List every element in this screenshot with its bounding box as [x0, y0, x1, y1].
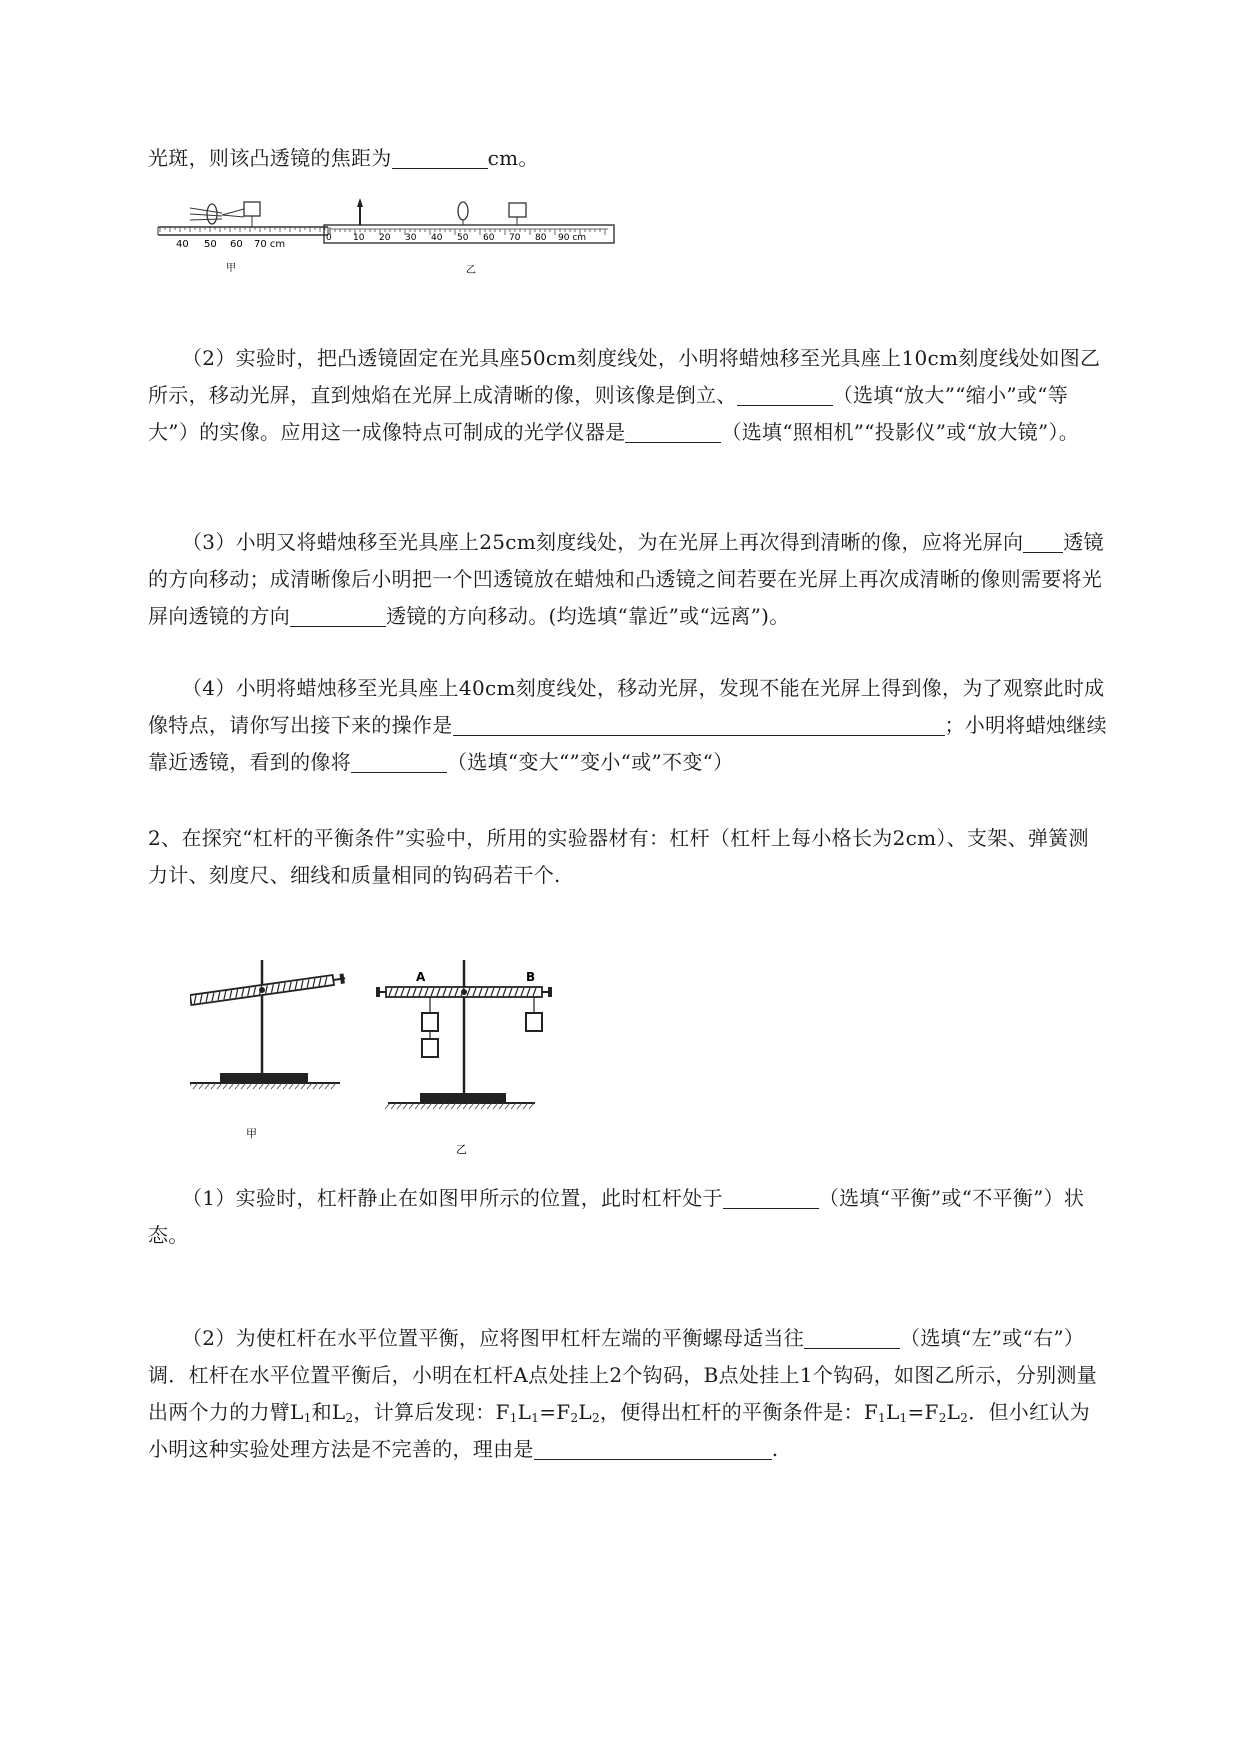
lens-question-3: （3）小明又将蜡烛移至光具座上25cm刻度线处，为在光屏上再次得到清晰的像，应将光屏向 透镜的方向移动；成清晰像后小明把一个凹透镜放在蜡烛和凸透镜之间若要在光屏上再次成清晰的像则需要将光屏向透镜的方向 透镜的方向移动。(均选填“靠近”或“远离”)。	[148, 530, 1104, 628]
jia-tick-70: 70 cm	[254, 239, 286, 250]
yi-tick-50: 50	[457, 233, 469, 243]
jia-tick-50: 50	[204, 239, 217, 250]
image-size-blank[interactable]	[737, 383, 833, 406]
yi-tick-80: 80	[535, 233, 547, 243]
figure-jia-bench	[158, 202, 330, 274]
lever-question-intro: 2、在探究“杠杆的平衡条件”实验中，所用的实验器材有：杠杆（杠杆上每小格长为2cm）、支架、弹簧测力计、刻度尺、细线和质量相同的钩码若干个.	[148, 826, 1089, 887]
figure-yi-bench	[324, 198, 614, 276]
yi-tick-0: 0	[326, 233, 332, 243]
screen-direction-blank-1[interactable]	[1023, 530, 1063, 553]
nut-direction-blank[interactable]	[804, 1326, 900, 1349]
reason-blank[interactable]	[534, 1437, 772, 1460]
focal-length-blank[interactable]	[392, 146, 488, 169]
lever-figure	[190, 955, 630, 1155]
optical-instrument-blank[interactable]	[625, 420, 721, 443]
yi-tick-10: 10	[353, 233, 365, 243]
lever-question-1: （1）实验时，杠杆静止在如图甲所示的位置，此时杠杆处于 （选填“平衡”或“不平衡”）状态。	[148, 1186, 1085, 1247]
lens-question-4: （4）小明将蜡烛移至光具座上40cm刻度线处，移动光屏，发现不能在光屏上得到像，为了观察此时成像特点，请你写出接下来的操作是 ；小明将蜡烛继续靠近透镜，看到的像将 （选填“变大“”变小“或”不变“）	[148, 676, 1107, 774]
balance-state-blank[interactable]	[723, 1186, 819, 1209]
jia-tick-40: 40	[176, 239, 189, 250]
point-b-label: B	[526, 970, 536, 984]
yi-tick-20: 20	[379, 233, 391, 243]
point-a-label: A	[416, 970, 426, 984]
yi-tick-90: 90 cm	[558, 233, 587, 243]
yi-tick-60: 60	[483, 233, 495, 243]
yi-tick-70: 70	[509, 233, 521, 243]
optical-bench-figure	[150, 195, 630, 285]
yi-tick-40: 40	[431, 233, 443, 243]
jia-caption: 甲	[226, 263, 236, 274]
lever-yi-caption: 乙	[456, 1143, 467, 1155]
jia-tick-60: 60	[230, 239, 243, 250]
lever-jia-caption: 甲	[246, 1127, 257, 1140]
yi-tick-30: 30	[405, 233, 417, 243]
lens-question-2: （2）实验时，把凸透镜固定在光具座50cm刻度线处，小明将蜡烛移至光具座上10cm刻度线处如图乙所示，移动光屏，直到烛焰在光屏上成清晰的像，则该像是倒立、 （选填“放大”“缩小”或“等大”）的实像。应用这一成像特点可制成的光学仪器是 （选填“照相机”“投影仪”或“放大镜”）。	[148, 346, 1101, 444]
lens-q1-tail: 光斑，则该凸透镜的焦距为 cm。	[148, 146, 539, 170]
lever-jia	[190, 960, 346, 1140]
yi-caption: 乙	[466, 265, 476, 276]
operation-blank[interactable]	[453, 713, 945, 736]
lever-yi	[376, 960, 552, 1155]
screen-direction-blank-2[interactable]	[290, 604, 386, 627]
image-change-blank[interactable]	[351, 750, 447, 773]
lever-question-2: （2）为使杠杆在水平位置平衡，应将图甲杠杆左端的平衡螺母适当往 （选填“左”或“右”）调．杠杆在水平位置平衡后，小明在杠杆A点处挂上2个钩码，B点处挂上1个钩码，如图乙所示，分别测量出两个力的力臂$L_1$和$L_2$，计算后发现：$F_1L_1=F_2L_2$，便得出杠杆的平衡条件是：$F_1L_1=F_2L_2$．但小红认为小明这种实验处理方法是不完善的，理由是 .	[148, 1326, 1097, 1461]
